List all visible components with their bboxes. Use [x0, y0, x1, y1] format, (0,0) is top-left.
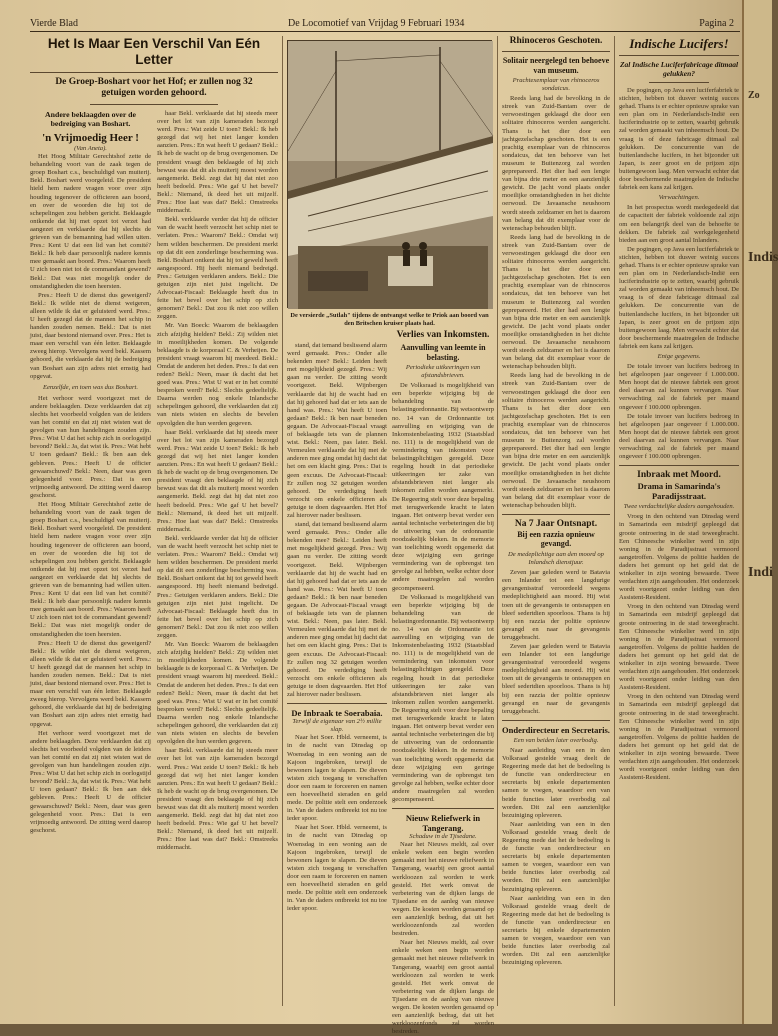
section-label: Vierde Blad — [30, 18, 78, 29]
section-sub: Enige gegevens. — [657, 353, 701, 360]
headline-inbraak: De Inbraak te Soerabaia. — [291, 708, 383, 719]
body-text: De Volksraad is mogelijkheid van een beperkte wijziging bij de behandeling van de belastingordonnantie. Bij wetsontwerp no. 14 van de Ordonnantie tot aanvulling en wijziging van de Inkomstenbelasting 1932 (Staatsblad no. 111) is de mogelijkheid van de vermindering van inkomsten voor belastingplichtigen geregeld. Deze regeling houdt in dat periodieke uitkeeringen ter zake van afstandsbrieven niet langer als inkomen zullen worden aangemerkt. De Regeering stelt voor deze bepaling met terugwerkende kracht te laten ingaan. Het ontwerp bevat verder een aantal technische verbeteringen die bij de uitvoering van de ordonnantie noodzakelijk bleken. In de memorie van toelichting wordt opgemerkt dat deze wijziging een geringe vermindering van de opbrengst ten gevolge zal hebben, welke echter door andere maatregelen zal worden gecompenseerd. — [392, 382, 495, 592]
fragment-text: Zo — [748, 90, 760, 101]
body-text: De totale invoer van lucifers bedroeg in het afgeloopen jaar ongeveer f 1.000.000. Men hoopt dat de nieuwe fabriek een groot deel daarvan zal kunnen vervangen. Naar verwachting zal de fabriek per maand ongeveer f 100.000 opbrengen. — [619, 412, 739, 461]
body-text: Reeds lang had de bevolking in de streek van Zuid-Bantam over de verwoestingen geklaagd die door een solitaire rhinoceros werden aangericht. Thans is het dier door een jachtgezelschap geschoten. Het is een prachtig exemplaar van de rhinoceros sondaicus, dat ten behoeve van het museum te Buitenzorg zal worden geprepareerd. Het dier had een lengte van bijna drie meter en een aanzienlijk gewicht. De jacht vond plaats onder moeilijke omstandigheden in het dichte oerwoud. De Javaansche neushoorn wordt steeds zeldzamer en het is daarom van belang dat dit exemplaar voor de wetenschap behouden blijft. — [502, 233, 610, 371]
body-text: Bekl. verklaarde verder dat hij de officier van de wacht heeft verzocht het schip niet te verlaten. Pres.: Waarom? Bekl.: Omdat wij hem wilden beschermen. De president merkt op dat dit een zonderlinge bescherming was. Bekl. Boshart ontkent dat hij tot geweld heeft aangespoord. Hij heeft niemand bedreigd. Pres.: Getuigen verklaren anders. Bekl.: Die getuigen zijn niet juist ingelicht. De Advocaat-Fiscaal: Beklaagde heeft dus in feite het bevel over het schip op zich genomen? Bekl.: Dat zou ik niet zoo willen zeggen. — [157, 534, 278, 639]
body-text: Het verhoor werd voortgezet met de andere beklaagden. Deze verklaarden dat zij slechts het voorbeeld volgden van de leiders van het comité en dat zij niet wisten wat de gevolgen van hun handelingen zouden zijn. Pres.: Wist U dat het schip zich in oorlogstijd bevond? Bekl.: Ja, dat wist ik. Pres.: Wat hebt U toen gedaan? Bekl.: Ik ben aan dek gebleven. Pres.: Heeft U de officier gewaarschuwd? Bekl.: Neen, daar was geen gelegenheid voor. Pres.: Dat is een vrijmoedig antwoord. De zitting werd daarop geschorst. — [30, 729, 151, 834]
body-text: De pogingen, op Java een luciferfabriek te stichten, hebben tot dusver weinig succes gehad. Thans is er echter opnieuw sprake van een plan om in Nederlandsch-Indië een luciferindustrie op te zetten, waarbij gebruik zal worden gemaakt van inheemsch hout. De vraag is of deze fabricage ditmaal zal gelukken. De concurrentie van de buitenlandsche lucifers, in het bijzonder uit Japan, is zeer groot en de prijzen zijn buitengewoon laag. Men verwacht echter dat door beschermende maatregelen de Indische fabriek een kans zal krijgen. — [619, 87, 739, 192]
subhead: Bij een razzia opnieuw gevangd. — [517, 529, 595, 549]
body-text: Reeds lang had de bevolking in de streek van Zuid-Bantam over de verwoestingen geklaagd die door een solitaire rhinoceros werden aangericht. Thans is het dier door een jachtgezelschap geschoten. Het is een prachtig exemplaar van de rhinoceros sondaicus, dat ten behoeve van het museum te Buitenzorg zal worden geprepareerd. Het dier had een lengte van bijna drie meter en een aanzienlijk gewicht. De jacht vond plaats onder moeilijke omstandigheden in het dichte oerwoud. De Javaansche neushoorn wordt steeds zeldzamer en het is daarom van belang dat dit exemplaar voor de wetenschap behouden blijft. — [502, 372, 610, 509]
deck: De medeplichtige aan den moord op Inlandsch dienstjuur. — [508, 550, 604, 567]
fragment-text: Indis — [748, 250, 778, 265]
body-text: Naar aanleiding van een in den Volksraad gestelde vraag deelt de Regeering mede dat het de bedoeling is de functie van onderdirecteur en secretaris bij enkele departementen samen te voegen, waardoor een van beide functies later overbodig zal worden. Dit zal een aanzienlijke bezuiniging opleveren. — [502, 820, 610, 893]
fragment-text: Indi — [748, 565, 773, 580]
deck: Zal Indische Luciferfabricage ditmaal gelukken? — [619, 60, 739, 78]
subhead: Een van beiden later overbodig. — [513, 736, 599, 744]
body-text: Het Hoog Militair Gerechtshof zette de behandeling voort van de zaak tegen de groep Boshart c.s., beschuldigd van muiterij. Bekl. Boshart werd voorgeleid. De president hield hem nadere vragen voor over zijn houding tegenover de officieren aan boord, en over de woorden die hij tot de schepelingen zou hebben gericht. Beklaagde ontkende dat hij met opzet tot verzet had aangezet en verklaarde dat hij slechts de grieven van de bemanning had willen uiten. Pres.: Kent U dat een lid van het comité? Bekl.: Ik heb daar persoonlijk nadere kennis mee gemaakt aan boord. Pres.: Waarom heeft U zich toen niet tot de commandant gewend? Bekl.: Dat was niet mogelijk onder de omstandigheden die toen heersten. — [30, 501, 151, 638]
body-text: Vroeg in den ochtend van Dinsdag werd in Samarinda een misdrijf gepleegd dat groote ontroering in de stad teweegbracht. Een Chineesche winkelier werd in zijn woning in de Paradijsstraat vermoord aangetroffen. Volgens de politie hadden de daders het gemunt op het geld dat de winkelier in zijn woning bewaarde. Twee verdachten zijn aangehouden. Het onderzoek wordt voortgezet onder leiding van den Assistent-Resident. — [619, 693, 739, 782]
quote-headline: 'n Vrijmoedig Heer ! — [42, 132, 139, 144]
headline: Inbraak met Moord. — [637, 470, 721, 481]
subhead: Terwijl de eigenaar van 2½ millie slap. — [292, 718, 382, 734]
body-text: Zeven jaar geleden werd te Batavia een Inlander tot een langdurige gevangenisstraf veroordeeld wegens medeplichtigheid aan moord. Hij wist toen uit de gevangenis te ontsnappen en bleef sedertdien spoorloos. Thans is hij bij een razzia der politie opnieuw gevangd en naar de gevangenis teruggebracht. — [502, 643, 610, 715]
article-inkomsten — [392, 330, 495, 1036]
article-continued — [287, 342, 387, 1002]
body-text: De totale invoer van lucifers bedroeg in het afgeloopen jaar ongeveer f 1.000.000. Men hoopt dat de nieuwe fabriek een groot deel daarvan zal kunnen vervangen. Naar verwachting zal de fabriek per maand ongeveer f 100.000 opbrengen. — [619, 363, 739, 411]
headline: Onderdirecteur en Secretaris. — [502, 724, 610, 735]
body-text: Mr. Van Boeck: Waarom de beklaagden zich afzijdig hielden? Bekl.: Zij wilden niet in moeilijkheden komen. De volgende beklaagde is de korporaal C. & Verheijen. De president vraagt waarom hij meedeed. Bekl.: Omdat de anderen het deden. Pres.: Is dat een reden? Bekl.: Neen, maar ik dacht dat het goed was. Pres.: Wist U wat er in het comité besproken werd? Bekl.: Slechts gedeeltelijk. Daarna werden nog enkele Inlandsche schepelingen gehoord, die verklaarden dat zij van niets wisten en slechts de bevelen opvolgden die hun werden gegeven. — [157, 322, 278, 427]
body-text: Naar het Nieuws meldt, zal over enkele weken een begin worden gemaakt met het nieuwe reliefwerk in Tangerang, waarbij een groot aantal werkloozen zal worden te werk gesteld. Het werk omvat de verbetering van de dijken langs de Tjisedane en de aanleg van nieuwe wegen. De kosten worden geraamd op een aanzienlijk bedrag, dat uit het werkloozenfonds zal worden bestreden. — [392, 939, 494, 1036]
body-text: Vroeg in den ochtend van Dinsdag werd in Samarinda een misdrijf gepleegd dat groote ontroering in de stad teweegbracht. Een Chineesche winkelier werd in zijn woning in de Paradijsstraat vermoord aangetroffen. Volgens de politie hadden de daders het gemunt op het geld dat de winkelier in zijn woning bewaarde. Twee verdachten zijn aangehouden. Het onderzoek wordt voortgezet onder leiding van den Assistent-Resident. — [619, 513, 739, 602]
body-text: Het Hoog Militair Gerechtshof zette de behandeling voort van de zaak tegen de groep Boshart c.s., beschuldigd van muiterij. Bekl. Boshart werd voorgeleid. De president hield hem nadere vragen voor over zijn houding tegenover de officieren aan boord, en over de woorden die hij tot de schepelingen zou hebben gericht. Beklaagde ontkende dat hij met opzet tot verzet had aangezet en verklaarde dat hij slechts de grieven van de bemanning had willen uiten. Pres.: Kent U dat een lid van het comité? Bekl.: Ik heb daar persoonlijk nadere kennis mee gemaakt aan boord. Pres.: Waarom heeft U zich toen niet tot de commandant gewend? Bekl.: Dat was niet mogelijk onder de omstandigheden die toen heersten. — [30, 153, 151, 290]
ship-photo — [287, 40, 492, 308]
body-text: De pogingen, op Java een luciferfabriek te stichten, hebben tot dusver weinig succes gehad. Thans is er echter opnieuw sprake van een plan om in Nederlandsch-Indië een luciferindustrie op te zetten, waarbij gebruik zal worden gemaakt van inheemsch hout. De vraag is of deze fabricage ditmaal zal gelukken. De concurrentie van de buitenlandsche lucifers, in het bijzonder uit Japan, is zeer groot en de prijzen zijn buitengewoon laag. Men verwacht echter dat door beschermende maatregelen de Indische fabriek een kans zal krijgen. — [619, 245, 739, 350]
body-text: Naar aanleiding van een in den Volksraad gestelde vraag deelt de Regeering mede dat het de bedoeling is de functie van onderdirecteur en secretaris bij enkele departementen samen te voegen, waardoor een van beide functies later overbodig zal worden. Dit zal een aanzienlijke bezuiniging opleveren. — [502, 746, 610, 819]
headline: Het Is Maar Een Verschil Van Eén Letter — [47, 36, 261, 67]
deck: Periodieke uitkeeringen van afstandsbrieven. — [405, 364, 481, 380]
section-sub: Eenzelfde, en toen was dus Boshart. — [42, 383, 139, 391]
deck: Twee verdachtelijke daders aangehouden. — [623, 503, 735, 511]
body-text: haar Bekl. verklaarde dat hij steeds meer over het lot van zijn kameraden bezorgd werd. Pres.: Wat zeide U toen? Bekl.: Ik heb gezegd dat wij het niet langer konden aanzien. Pres.: En wat heeft U gedaan? Bekl.: Ik heb de wacht op de brug overgenomen. De president vraagt den beklaagde of hij zich bewust was dat dit als muiterij moest worden aangemerkt. Bekl. zegt dat hij dat niet zoo heeft bedoeld. Pres.: Wie gaf U het bevel? Bekl.: Niemand, ik deed het uit mijzelf. Pres.: Hoe laat was dat? Bekl.: Omstreeks middernacht. — [157, 110, 278, 215]
subhead: Solitair neergelegd ten behoeve van museum. — [502, 56, 610, 75]
section-sub: Verwachtingen. — [658, 194, 700, 202]
body-text: stand, dat iemand beslissend alarm werd gemaakt. Pres.: Onder alle bekenden mee? Bekl.: Leiden heeft met mogelijkheid gezegd. Pres.: Wij gaan nu verder. De zitting wordt voortgezet. Bekl. Wijnbergen verklaarde dat hij de wacht had en dat hij gehoord had dat er iets aan de hand was. Pres.: Wat heeft U toen gedaan? Bekl.: Ik ben naar beneden gegaan. De Advocaat-Fiscaal vraagt of beklaagde iets van de plannen wist. Bekl.: Neen, pas later. Bekl. Vermeulen verklaarde dat hij met de anderen mee ging omdat hij dacht dat het om een klacht ging. Pres.: Dat is geen excuus. De Advocaat-Fiscaal: Er zullen nog 32 getuigen worden gehoord. De verdediging heeft verzocht om enkele officieren als getuige te doen dagvaarden. Het Hof zal hierover nader beslissen. — [287, 521, 387, 699]
body-text: Naar het Nieuws meldt, zal over enkele weken een begin worden gemaakt met het nieuwe reliefwerk in Tangerang, waarbij een groot aantal werkloozen zal worden te werk gesteld. Het werk omvat de verbetering van de dijken langs de Tjisedane en de aanleg van nieuwe wegen. De kosten worden geraamd op een aanzienlijk bedrag, dat uit het werkloozenfonds zal worden bestreden. — [392, 841, 494, 938]
body-text: Naar het Soer. Hbld. verneemt, is in de nacht van Dinsdag op Woensdag in een woning aan de Kajoon ingebroken, terwijl de bewoners lagen te slapen. De dieven wisten zich toegang te verschaffen door een raam te forceeren en namen een hoeveelheid sieraden en geld mede. De politie stelt een onderzoek in. Van de daders ontbreekt tot nu toe ieder spoor. — [287, 824, 387, 913]
deck: Andere beklaagden over de bedreiging van Boshart. — [45, 110, 136, 128]
next-page-edge — [742, 0, 778, 1024]
paper-title-date: De Locomotief van Vrijdag 9 Februari 1934 — [288, 18, 465, 29]
body-text: Naar aanleiding van een in den Volksraad gestelde vraag deelt de Regeering mede dat het de bedoeling is de functie van onderdirecteur en secretaris bij enkele departementen samen te voegen, waardoor een van beide functies later overbodig zal worden. Dit zal een aanzienlijke bezuiniging opleveren. — [502, 894, 610, 967]
article-lucifers — [619, 36, 739, 1006]
subhead: Drama in Samarinda's Paradijsstraat. — [637, 481, 721, 502]
subhead: De Groep-Boshart voor het Hof; er zullen nog 32 getuigen worden gehoord. — [55, 77, 253, 98]
body-text: Pres.: Heeft U de dienst dus geweigerd? Bekl.: Ik wilde niet de dienst weigeren, alleen wilde ik dat er geluisterd werd. Pres.: U heeft gezegd dat de mannen het schip in handen zouden nemen. Bekl.: Dat is niet juist, daar bestond niemand over. Pres.: Het is maar een verschil van één letter. Beklaagde zweeg hierop. Vervolgens werd bekl. Kassem gehoord, die verklaarde dat hij de bedreiging van Boshart aan zijn adres niet ernstig had opgevat. — [30, 291, 151, 380]
body-text: Pres.: Heeft U de dienst dus geweigerd? Bekl.: Ik wilde niet de dienst weigeren, alleen wilde ik dat er geluisterd werd. Pres.: U heeft gezegd dat de mannen het schip in handen zouden nemen. Bekl.: Dat is niet juist, daar bestond niemand over. Pres.: Het is maar een verschil van één letter. Beklaagde zweeg hierop. Vervolgens werd bekl. Kassem gehoord, die verklaarde dat hij de bedreiging van Boshart aan zijn adres niet ernstig had opgevat. — [30, 639, 151, 728]
body-text: stand, dat iemand beslissend alarm werd gemaakt. Pres.: Onder alle bekenden mee? Bekl.: Leiden heeft met mogelijkheid gezegd. Pres.: Wij gaan nu verder. De zitting wordt voortgezet. Bekl. Wijnbergen verklaarde dat hij de wacht had en dat hij gehoord had dat er iets aan de hand was. Pres.: Wat heeft U toen gedaan? Bekl.: Ik ben naar beneden gegaan. De Advocaat-Fiscaal vraagt of beklaagde iets van de plannen wist. Bekl.: Neen, pas later. Bekl. Vermeulen verklaarde dat hij met de anderen mee ging omdat hij dacht dat het om een klacht ging. Pres.: Dat is geen excuus. De Advocaat-Fiscaal: Er zullen nog 32 getuigen worden gehoord. De verdediging heeft verzocht om enkele officieren als getuige te doen dagvaarden. Het Hof zal hierover nader beslissen. — [287, 342, 387, 519]
body-text: Bekl. verklaarde verder dat hij de officier van de wacht heeft verzocht het schip niet te verlaten. Pres.: Waarom? Bekl.: Omdat wij hem wilden beschermen. De president merkt op dat dit een zonderlinge bescherming was. Bekl. Boshart ontkent dat hij tot geweld heeft aangespoord. Hij heeft niemand bedreigd. Pres.: Getuigen verklaren anders. Bekl.: Die getuigen zijn niet juist ingelicht. De Advocaat-Fiscaal: Beklaagde heeft dus in feite het bevel over het schip op zich genomen? Bekl.: Dat zou ik niet zoo willen zeggen. — [157, 216, 278, 321]
body-text: In het prospectus wordt medegedeeld dat de capaciteit der fabriek voldoende zal zijn om een belangrijk deel van de behoefte te dekken. De fabriek zal werkgelegenheid bieden aan een groot aantal Inlanders. — [619, 204, 739, 244]
body-text: De Volksraad is mogelijkheid van een beperkte wijziging bij de behandeling van de belastingordonnantie. Bij wetsontwerp no. 14 van de Ordonnantie tot aanvulling en wijziging van de Inkomstenbelasting 1932 (Staatsblad no. 111) is de mogelijkheid van de vermindering van inkomsten voor belastingplichtigen geregeld. Deze regeling houdt in dat periodieke uitkeeringen ter zake van afstandsbrieven niet langer als inkomen zullen worden aangemerkt. De Regeering stelt voor deze bepaling met terugwerkende kracht te laten ingaan. Het ontwerp bevat verder een aantal technische verbeteringen die bij de uitvoering van de ordonnantie noodzakelijk bleken. In de memorie van toelichting wordt opgemerkt dat deze wijziging een geringe vermindering van de opbrengst ten gevolge zal hebben, welke echter door andere maatregelen zal worden gecompenseerd. — [392, 593, 495, 803]
dateline: (Van Aneta). — [74, 145, 107, 152]
article-boshart — [30, 36, 278, 1016]
headline: Na 7 Jaar Ontsnapt. — [514, 518, 598, 529]
subhead: Schaduw in de Tjisedane. — [409, 833, 477, 841]
masthead — [30, 16, 740, 32]
body-text: Naar het Soer. Hbld. verneemt, is in de nacht van Dinsdag op Woensdag in een woning aan de Kajoon ingebroken, terwijl de bewoners lagen te slapen. De dieven wisten zich toegang te verschaffen door een raam te forceeren en namen een hoeveelheid sieraden en geld mede. De politie stelt een onderzoek in. Van de daders ontbreekt tot nu toe ieder spoor. — [287, 734, 387, 823]
page-number: Pagina 2 — [699, 18, 734, 29]
body-text: Mr. Van Boeck: Waarom de beklaagden zich afzijdig hielden? Bekl.: Zij wilden niet in moeilijkheden komen. De volgende beklaagde is de korporaal C. & Verheijen. De president vraagt waarom hij meedeed. Bekl.: Omdat de anderen het deden. Pres.: Is dat een reden? Bekl.: Neen, maar ik dacht dat het goed was. Pres.: Wist U wat er in het comité besproken werd? Bekl.: Slechts gedeeltelijk. Daarna werden nog enkele Inlandsche schepelingen gehoord, die verklaarden dat zij van niets wisten en slechts de bevelen opvolgden die hun werden gegeven. — [157, 641, 278, 746]
headline: Indische Lucifers! — [629, 36, 729, 51]
body-text: haar Bekl. verklaarde dat hij steeds meer over het lot van zijn kameraden bezorgd werd. Pres.: Wat zeide U toen? Bekl.: Ik heb gezegd dat wij het niet langer konden aanzien. Pres.: En wat heeft U gedaan? Bekl.: Ik heb de wacht op de brug overgenomen. De president vraagt den beklaagde of hij zich bewust was dat dit als muiterij moest worden aangemerkt. Bekl. zegt dat hij dat niet zoo heeft bedoeld. Pres.: Wie gaf U het bevel? Bekl.: Niemand, ik deed het uit mijzelf. Pres.: Hoe laat was dat? Bekl.: Omstreeks middernacht. — [157, 747, 278, 852]
article-rhinoceros — [502, 36, 610, 1006]
body-text: Het verhoor werd voortgezet met de andere beklaagden. Deze verklaarden dat zij slechts het voorbeeld volgden van de leiders van het comité en dat zij niet wisten wat de gevolgen van hun handelingen zouden zijn. Pres.: Wist U dat het schip zich in oorlogstijd bevond? Bekl.: Ja, dat wist ik. Pres.: Wat hebt U toen gedaan? Bekl.: Ik ben aan dek gebleven. Pres.: Heeft U de officier gewaarschuwd? Bekl.: Neen, daar was geen gelegenheid voor. Pres.: Dat is een vrijmoedig antwoord. De zitting werd daarop geschorst. — [30, 394, 151, 499]
headline: Nieuw Reliefwerk in Tangerang. — [405, 813, 481, 834]
deck: Prachtexemplaar van rhinoceros sondaicus. — [512, 77, 600, 93]
body-text: haar Bekl. verklaarde dat hij steeds meer over het lot van zijn kameraden bezorgd werd. Pres.: Wat zeide U toen? Bekl.: Ik heb gezegd dat wij het niet langer konden aanzien. Pres.: En wat heeft U gedaan? Bekl.: Ik heb de wacht op de brug overgenomen. De president vraagt den beklaagde of hij zich bewust was dat dit als muiterij moest worden aangemerkt. Bekl. zegt dat hij dat niet zoo heeft bedoeld. Pres.: Wie gaf U het bevel? Bekl.: Niemand, ik deed het uit mijzelf. Pres.: Hoe laat was dat? Bekl.: Omstreeks middernacht. — [157, 428, 278, 533]
body-text: Reeds lang had de bevolking in de streek van Zuid-Bantam over de verwoestingen geklaagd die door een solitaire rhinoceros werden aangericht. Thans is het dier door een jachtgezelschap geschoten. Het is een prachtig exemplaar van de rhinoceros sondaicus, dat ten behoeve van het museum te Buitenzorg zal worden geprepareerd. Het dier had een lengte van bijna drie meter en een aanzienlijk gewicht. De jacht vond plaats onder moeilijke omstandigheden in het dichte oerwoud. De Javaansche neushoorn wordt steeds zeldzamer en het is daarom van belang dat dit exemplaar voor de wetenschap behouden blijft. — [502, 95, 610, 232]
photo-caption: De versierde „Sutlah" tijdens de ontvangst welke te Priok aan boord van den Britschen kruiser plaats had. — [290, 312, 489, 327]
body-text: Zeven jaar geleden werd te Batavia een Inlander tot een langdurige gevangenisstraf veroordeeld wegens medeplichtigheid aan moord. Hij wist toen uit de gevangenis te ontsnappen en bleef sedertdien spoorloos. Thans is hij bij een razzia der politie opnieuw gevangd en naar de gevangenis teruggebracht. — [502, 569, 610, 641]
subhead: Aanvulling van leemte in belasting. — [400, 343, 486, 362]
headline: Verlies van Inkomsten. — [396, 330, 490, 340]
headline: Rhinoceros Geschoten. — [509, 36, 603, 46]
body-text: Vroeg in den ochtend van Dinsdag werd in Samarinda een misdrijf gepleegd dat groote ontroering in de stad teweegbracht. Een Chineesche winkelier werd in zijn woning in de Paradijsstraat vermoord aangetroffen. Volgens de politie hadden de daders het gemunt op het geld dat de winkelier in zijn woning bewaarde. Twee verdachten zijn aangehouden. Het onderzoek wordt voortgezet onder leiding van den Assistent-Resident. — [619, 603, 739, 692]
